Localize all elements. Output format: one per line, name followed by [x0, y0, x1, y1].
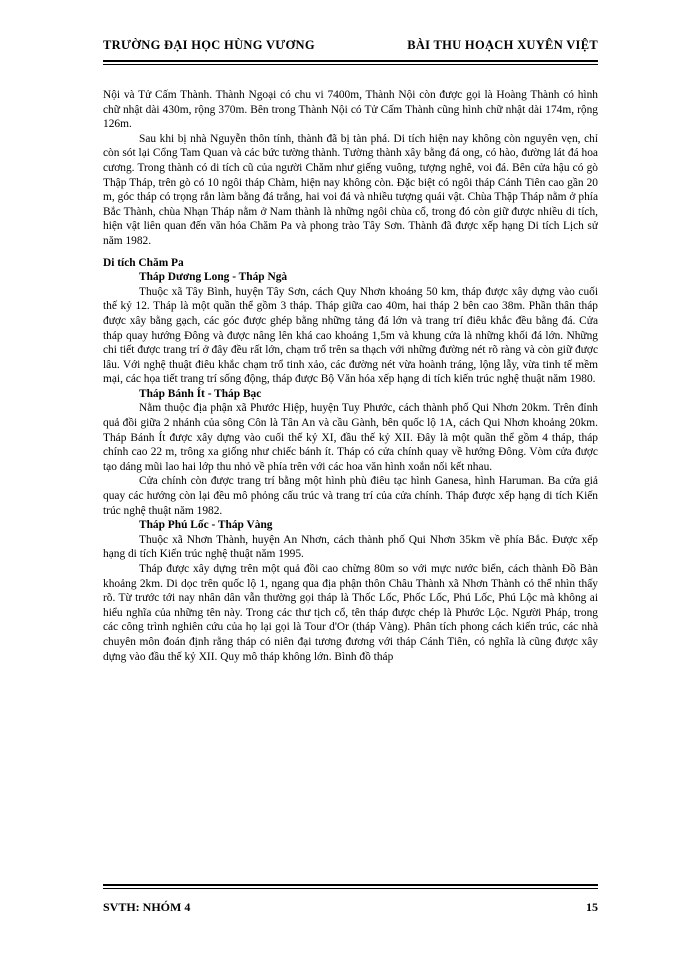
paragraph-thap-phu-loc-location: Thuộc xã Nhơn Thành, huyện An Nhơn, cách thành phố Qui Nhơn 35km về phía Bắc. Được xếp hạng di tích Kiến trúc nghệ thuật năm 1995. — [103, 533, 598, 561]
section-heading-cham-pa: Di tích Chăm Pa — [103, 256, 184, 269]
paragraph-thap-phu-loc-details: Tháp được xây dựng trên một quả đồi cao chừng 80m so với mực nước biển, cách thành Đồ Bàn khoảng 2km. Di dọc trên quốc lộ 1, ngang qua địa phận thôn Châu Thành xã Nhơn Thành có thể nhìn thấy rõ. Từ trước tới nay nhân dân vẫn thường gọi tháp là Thốc Lốc, Phốc Lốc, Phú Lốc, Phú Lộc mà không ai hiểu nghĩa của những tên này. Trong các thư tịch cổ, tên tháp được chép là Phước Lộc. Người Pháp, trong các công trình nghiên cứu của họ lại gọi là Tour d'Or (tháp Vàng). Phân tích phong cách kiến trúc, các nhà chuyên môn đoán định rằng tháp có niên đại tương đương với tháp Cánh Tiên, có nghĩa là cũng được xây dựng vào đầu thế kỷ XII. Quy mô tháp không lớn. Bình đồ tháp — [103, 563, 598, 663]
header-rule-thin — [103, 64, 598, 65]
paragraph-thap-banh-it-door: Cửa chính còn được trang trí bằng một hình phù điêu tạc hình Ganesa, hình Haruman. Ba cửa giả quay các hướng còn lại đều mô phỏng cấu trúc và trang trí của cửa chính. Tháp được xếp hạng di tích Kiến trúc nghệ thuật năm 1982. — [103, 475, 598, 517]
subheading-thap-phu-loc: Tháp Phú Lốc - Tháp Vàng — [139, 519, 273, 532]
paragraph-thanh-history: Sau khi bị nhà Nguyễn thôn tính, thành đã bị tàn phá. Di tích hiện nay không còn nguyên vẹn, chỉ còn sót lại Cổng Tam Quan và các bức tường thành. Tường thành xây bằng đá ong, có hào, đường lát đá hoa cương. Trong thành có di tích cũ của người Chăm như giếng vuông, tượng nghê, voi đá. Bên cửa hậu có gò Thập Tháp, trên gò có 10 ngôi tháp Chàm, hiện nay không còn. Đặc biệt có ngôi tháp Cánh Tiên cao gần 20 m, góc tháp có trọng rắn làm bằng đá trắng, hai voi đá và nhiều tượng quái vật. Chùa Thập Tháp nằm ở phía Bắc Thành, chùa Nhạn Tháp nằm ở Nam thành là những ngôi chùa cổ, trong đó còn giữ được nhiều di tích, hiện vật liên quan đến văn hóa Chăm Pa và phong trào Tây Sơn. Thành đã được xếp hạng Di tích Lịch sử năm 1982. — [103, 132, 598, 247]
footer-group-label: SVTH: NHÓM 4 — [103, 900, 191, 914]
subheading-thap-duong-long: Tháp Dương Long - Tháp Ngà — [139, 271, 288, 284]
spacer — [103, 249, 598, 256]
paragraph-thanh-noi: Nội và Tử Cấm Thành. Thành Ngoại có chu vi 7400m, Thành Nội còn được gọi là Hoàng Thành có hình chữ nhật dài 430m, rộng 370m. Bên trong Thành Nội có Tử Cấm Thành cũng hình chữ nhật dài 174m, rộng 126m. — [103, 89, 598, 131]
paragraph-thap-duong-long: Thuộc xã Tây Bình, huyện Tây Sơn, cách Quy Nhơn khoảng 50 km, tháp được xây dựng vào cuối thế kỷ 12. Tháp là một quần thể gồm 3 tháp. Tháp giữa cao 40m, hai tháp 2 bên cao 38m. Phần thân tháp được xây bằng gạch, các góc được ghép bằng những tảng đá lớn và trang trí điêu khắc đều bằng đá. Cửa tháp quay hướng Đông và được nâng lên khá cao khoảng 1,5m và khung cửa là những khối đá lớn. Những chi tiết được trang trí ở đây đều rất lớn, chạm trổ trên sa thạch với những đường nét rõ ràng và còn giữ được lâu. Với nghệ thuật điêu khắc chạm trổ tinh xảo, các đường nét vừa hoành tráng, lộng lẫy, vừa tinh tế mềm mại, các họa tiết trang trí sống động, tháp được Bộ Văn hóa xếp hạng di tích kiến trúc nghệ thuật năm 1980. — [103, 285, 598, 386]
page-number: 15 — [586, 900, 598, 914]
document-body — [103, 88, 598, 873]
subheading-thap-banh-it: Tháp Bánh Ít - Tháp Bạc — [139, 387, 262, 400]
header-report-title: BÀI THU HOẠCH XUYÊN VIỆT — [407, 38, 598, 52]
header-rule-thick — [103, 60, 598, 62]
header-school-name: TRƯỜNG ĐẠI HỌC HÙNG VƯƠNG — [103, 38, 315, 52]
page-header — [103, 38, 598, 53]
paragraph-thap-banh-it: Nằm thuộc địa phận xã Phước Hiệp, huyện Tuy Phước, cách thành phố Qui Nhơn 20km. Trên đỉnh quả đồi giữa 2 nhánh của sông Côn là Tân An và cầu Gành, bên quốc lộ 1A, cách Qui Nhơn khoảng 20km. Tháp Bánh Ít được xây dựng vào cuối thế kỷ XI, đầu thế kỷ XII. Đây là một quần thể gồm 4 tháp, tháp chính cao 22 m, trông xa giống như chiếc bánh ít. Tháp có cửa chính quay về hướng Đông. Vòm cửa được tạo dáng mũi lao hai lớp thu nhỏ về phía trên với các hoa văn hình xoắn nối kết nhau. — [103, 402, 598, 473]
footer-rule-thick — [103, 884, 598, 886]
footer-rule-thin — [103, 888, 598, 889]
page-footer — [103, 900, 598, 915]
